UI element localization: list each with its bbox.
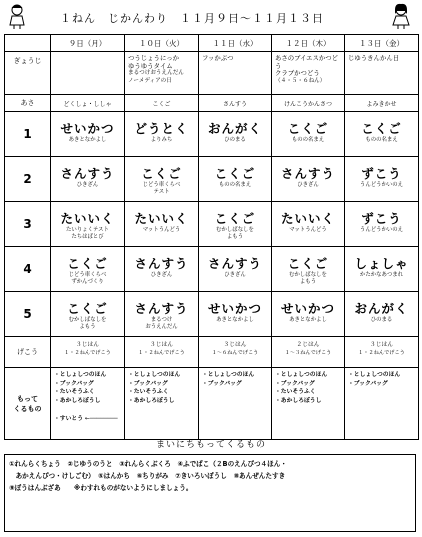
arrow-icon: ←──────── [83, 416, 118, 423]
subject-note: むかしばなしを よもう [216, 227, 254, 240]
item-entry: ・ブックバッグ [275, 380, 315, 387]
subject-cell [51, 202, 125, 247]
item-entry: ・ブックバッグ [128, 380, 168, 387]
dismissal-time: ３じはん [223, 342, 247, 348]
event-line: つうじょうにっか [128, 54, 179, 62]
event-line: まるつけおうえんだん [128, 70, 184, 77]
event-cell [345, 52, 419, 95]
subject-note: うんどうかいのえ [359, 227, 404, 233]
subject-cell [345, 292, 419, 337]
dismissal-cell [125, 337, 199, 368]
subject-name: こくご [361, 121, 402, 136]
morning-cell: よみきかせ [345, 95, 419, 112]
subject-cell [272, 247, 345, 292]
subject-note: たいりょくテスト たちはばとび [66, 227, 109, 240]
girl-illustration-icon [390, 3, 412, 29]
period-row [5, 202, 419, 247]
period-row [5, 247, 419, 292]
subject-name: こくご [214, 211, 256, 226]
subject-cell [199, 112, 272, 157]
dismissal-cell [345, 337, 419, 368]
dismissal-cell [272, 337, 345, 368]
subject-cell [272, 157, 345, 202]
morning-cell: どくしょ・ししゃ [51, 95, 125, 112]
item-entry: ・としょしつのほん [348, 372, 401, 378]
subject-note: うんどうかいのえ [359, 182, 404, 188]
period-number-label: 5 [23, 307, 32, 321]
subject-name: しょしゃ [354, 256, 409, 271]
item-entry: ・ブックバッグ [348, 380, 388, 387]
event-cell [125, 52, 199, 95]
morning-cell: さんすう [199, 95, 272, 112]
subject-note: じどう車くらべ ずかんづくり [68, 272, 107, 285]
child-illustration-icon [6, 3, 28, 29]
daily-items-title: まいにちもってくるもの [155, 440, 266, 450]
daily-items-line: あかえんぴつ・けしごむ） ⑤はんかち ⑥ちりがみ ⑦きいろいぼうし ⑧あんぜんたすき [9, 472, 286, 480]
items-row-label: もって くるもの [5, 368, 51, 440]
event-cell [272, 52, 345, 95]
subject-name: さんすう [134, 256, 189, 271]
subject-cell [199, 202, 272, 247]
subject-cell [125, 157, 199, 202]
subject-name: たいいく [134, 211, 189, 226]
day-header: ９日（月） [51, 35, 125, 52]
subject-cell [345, 157, 419, 202]
period-number-label: 3 [23, 217, 32, 231]
dismissal-cell [199, 337, 272, 368]
item-entry: ・たいそうふく [128, 389, 169, 396]
subject-note: ひきざん [150, 272, 173, 278]
item-entry: ・たいそうふく [275, 389, 316, 396]
morning-cell: こくご [125, 95, 199, 112]
item-entry: ・あかしろぼうし [275, 397, 322, 404]
subject-cell [51, 112, 125, 157]
dismissal-note: １〜６ねんでげこう [211, 350, 259, 356]
subject-note: あきとなかよし [289, 317, 327, 323]
schedule-table [4, 34, 419, 440]
item-entry: ・としょしつのほん [54, 372, 107, 378]
subject-note: よりみち [150, 137, 173, 143]
dismissal-row-label: げこう [5, 337, 51, 368]
event-line: フッかぶつ [202, 54, 234, 62]
water-bottle-item [54, 415, 122, 424]
items-cell [125, 368, 199, 440]
subject-note: ものの名まえ [291, 137, 325, 143]
item-entry: ・ブックバッグ [54, 380, 94, 387]
page-title: １ねん じかんわり １１月９日〜１１月１３日 [60, 12, 324, 25]
subject-cell [51, 292, 125, 337]
subject-name: せいかつ [60, 121, 115, 136]
period-number-label: 2 [23, 172, 32, 186]
dismissal-time: ３じはん [75, 342, 100, 348]
subject-cell [272, 292, 345, 337]
item-entry: ・たいそうふく [54, 389, 95, 396]
event-cell [199, 52, 272, 95]
homework-row [5, 337, 419, 368]
subject-cell [125, 202, 199, 247]
subject-name: こくご [287, 256, 329, 271]
period-number [5, 292, 51, 337]
dismissal-note: １・２ねんでげこう [138, 350, 185, 356]
dismissal-note: １・２ねんでげこう [64, 350, 111, 356]
period-number-label: 1 [23, 127, 32, 141]
items-cell [51, 368, 125, 440]
daily-items-line: ⑨ぼうはんぶざあ ※わすれものがないようにしましょう。 [9, 484, 193, 492]
subject-name: ずこう [361, 211, 402, 226]
period-row [5, 157, 419, 202]
subject-note: じどう車くらべ テスト [142, 182, 181, 195]
dismissal-time: ２じはん [296, 342, 320, 348]
event-line: ゆうゆうタイム [128, 61, 173, 70]
items-row [5, 368, 419, 440]
item-entry: ・としょしつのほん [275, 372, 328, 378]
subject-name: さんすう [207, 256, 262, 271]
event-line: クラブかつどう [275, 69, 320, 78]
daily-items-box [4, 454, 416, 532]
subject-name: こくご [214, 166, 256, 181]
subject-cell [345, 202, 419, 247]
subject-name: さんすう [60, 166, 115, 181]
subject-name: こくご [67, 301, 108, 316]
subject-note: かたかなあつまれ [359, 272, 404, 278]
subject-name: おんがく [207, 121, 262, 136]
item-entry: ・ブックバッグ [202, 380, 242, 387]
item-entry: ・あかしろぼうし [128, 397, 175, 404]
day-header-row [5, 35, 419, 52]
period-row [5, 112, 419, 157]
subject-note: ものの名まえ [218, 182, 252, 188]
subject-cell [125, 292, 199, 337]
subject-note: むかしばなしを よもう [68, 317, 107, 330]
dismissal-note: １〜３ねんでげこう [284, 350, 332, 356]
subject-note: あきとなかよし [216, 317, 254, 323]
period-number [5, 247, 51, 292]
items-cell [272, 368, 345, 440]
event-row-label: ぎょうじ [5, 52, 51, 95]
subject-cell [199, 292, 272, 337]
subject-cell [272, 202, 345, 247]
dismissal-time: ３じはん [369, 342, 394, 348]
subject-name: こくご [141, 166, 182, 181]
subject-name: たいいく [60, 211, 115, 226]
subject-note: あきとなかよし [68, 137, 107, 143]
day-header: １３日（金） [345, 35, 419, 52]
subject-note: ひきざん [76, 182, 99, 188]
event-line: じゆうきんかん日 [348, 54, 400, 62]
dismissal-time: ３じはん [149, 342, 174, 348]
subject-note: まるつけ おうえんだん [145, 317, 178, 330]
event-line: あさのブイエスかつどう [275, 54, 339, 70]
dismissal-note: １・２ねんでげこう [358, 350, 405, 356]
subject-note: ひきざん [224, 272, 246, 278]
subject-name: たいいく [280, 211, 335, 226]
subject-cell [51, 157, 125, 202]
period-number [5, 112, 51, 157]
subject-note: マットうんどう [289, 227, 327, 233]
subject-name: さんすう [280, 166, 335, 181]
subject-name: さんすう [134, 301, 189, 316]
day-header: １２日（木） [272, 35, 345, 52]
subject-name: せいかつ [280, 301, 335, 316]
subject-cell [345, 247, 419, 292]
subject-cell [199, 247, 272, 292]
subject-note: むかしばなしを よもう [289, 272, 327, 285]
subject-note: ひきざん [297, 182, 319, 188]
item-entry: ・としょしつのほん [128, 372, 181, 378]
day-header: １０日（火） [125, 35, 199, 52]
day-header: １１日（水） [199, 35, 272, 52]
morning-cell: けんこうかんさつ [272, 95, 345, 112]
subject-note: ひのまる [370, 317, 393, 323]
period-number-label: 4 [23, 262, 32, 276]
subject-note: マットうんどう [142, 227, 181, 233]
subject-name: おんがく [354, 301, 409, 316]
period-number [5, 202, 51, 247]
event-row [5, 52, 419, 95]
period-row [5, 292, 419, 337]
items-cell [199, 368, 272, 440]
subject-cell [125, 112, 199, 157]
event-cell [51, 52, 125, 95]
morning-row-label: あさ [5, 95, 51, 112]
daily-items-line: ①れんらくちょう ②じゆうのうと ③れんらくぶくろ ④ふでばこ（２Bのえんぴつ４ほん・ [9, 460, 287, 468]
subject-name: こくご [67, 256, 108, 271]
subject-note: ものの名まえ [365, 137, 398, 143]
subject-cell [51, 247, 125, 292]
dismissal-cell [51, 337, 125, 368]
event-line: （４・５・６ねん） [275, 77, 326, 84]
subject-note: ひのまる [224, 137, 246, 143]
water-bottle-label: ・すいとう [54, 416, 83, 423]
subject-cell [199, 157, 272, 202]
subject-name: こくご [287, 121, 329, 136]
corner-cell [5, 35, 51, 52]
subject-name: どうとく [134, 121, 189, 136]
item-entry: ・あかしろぼうし [54, 397, 101, 404]
period-number [5, 157, 51, 202]
subject-name: せいかつ [207, 301, 262, 316]
subject-name: ずこう [361, 166, 402, 181]
subject-cell [125, 247, 199, 292]
subject-cell [272, 112, 345, 157]
items-cell [345, 368, 419, 440]
morning-row [5, 95, 419, 112]
subject-cell [345, 112, 419, 157]
item-entry: ・としょしつのほん [202, 372, 255, 378]
event-line: ノーメディアの日 [128, 77, 172, 84]
page-header [0, 0, 422, 34]
